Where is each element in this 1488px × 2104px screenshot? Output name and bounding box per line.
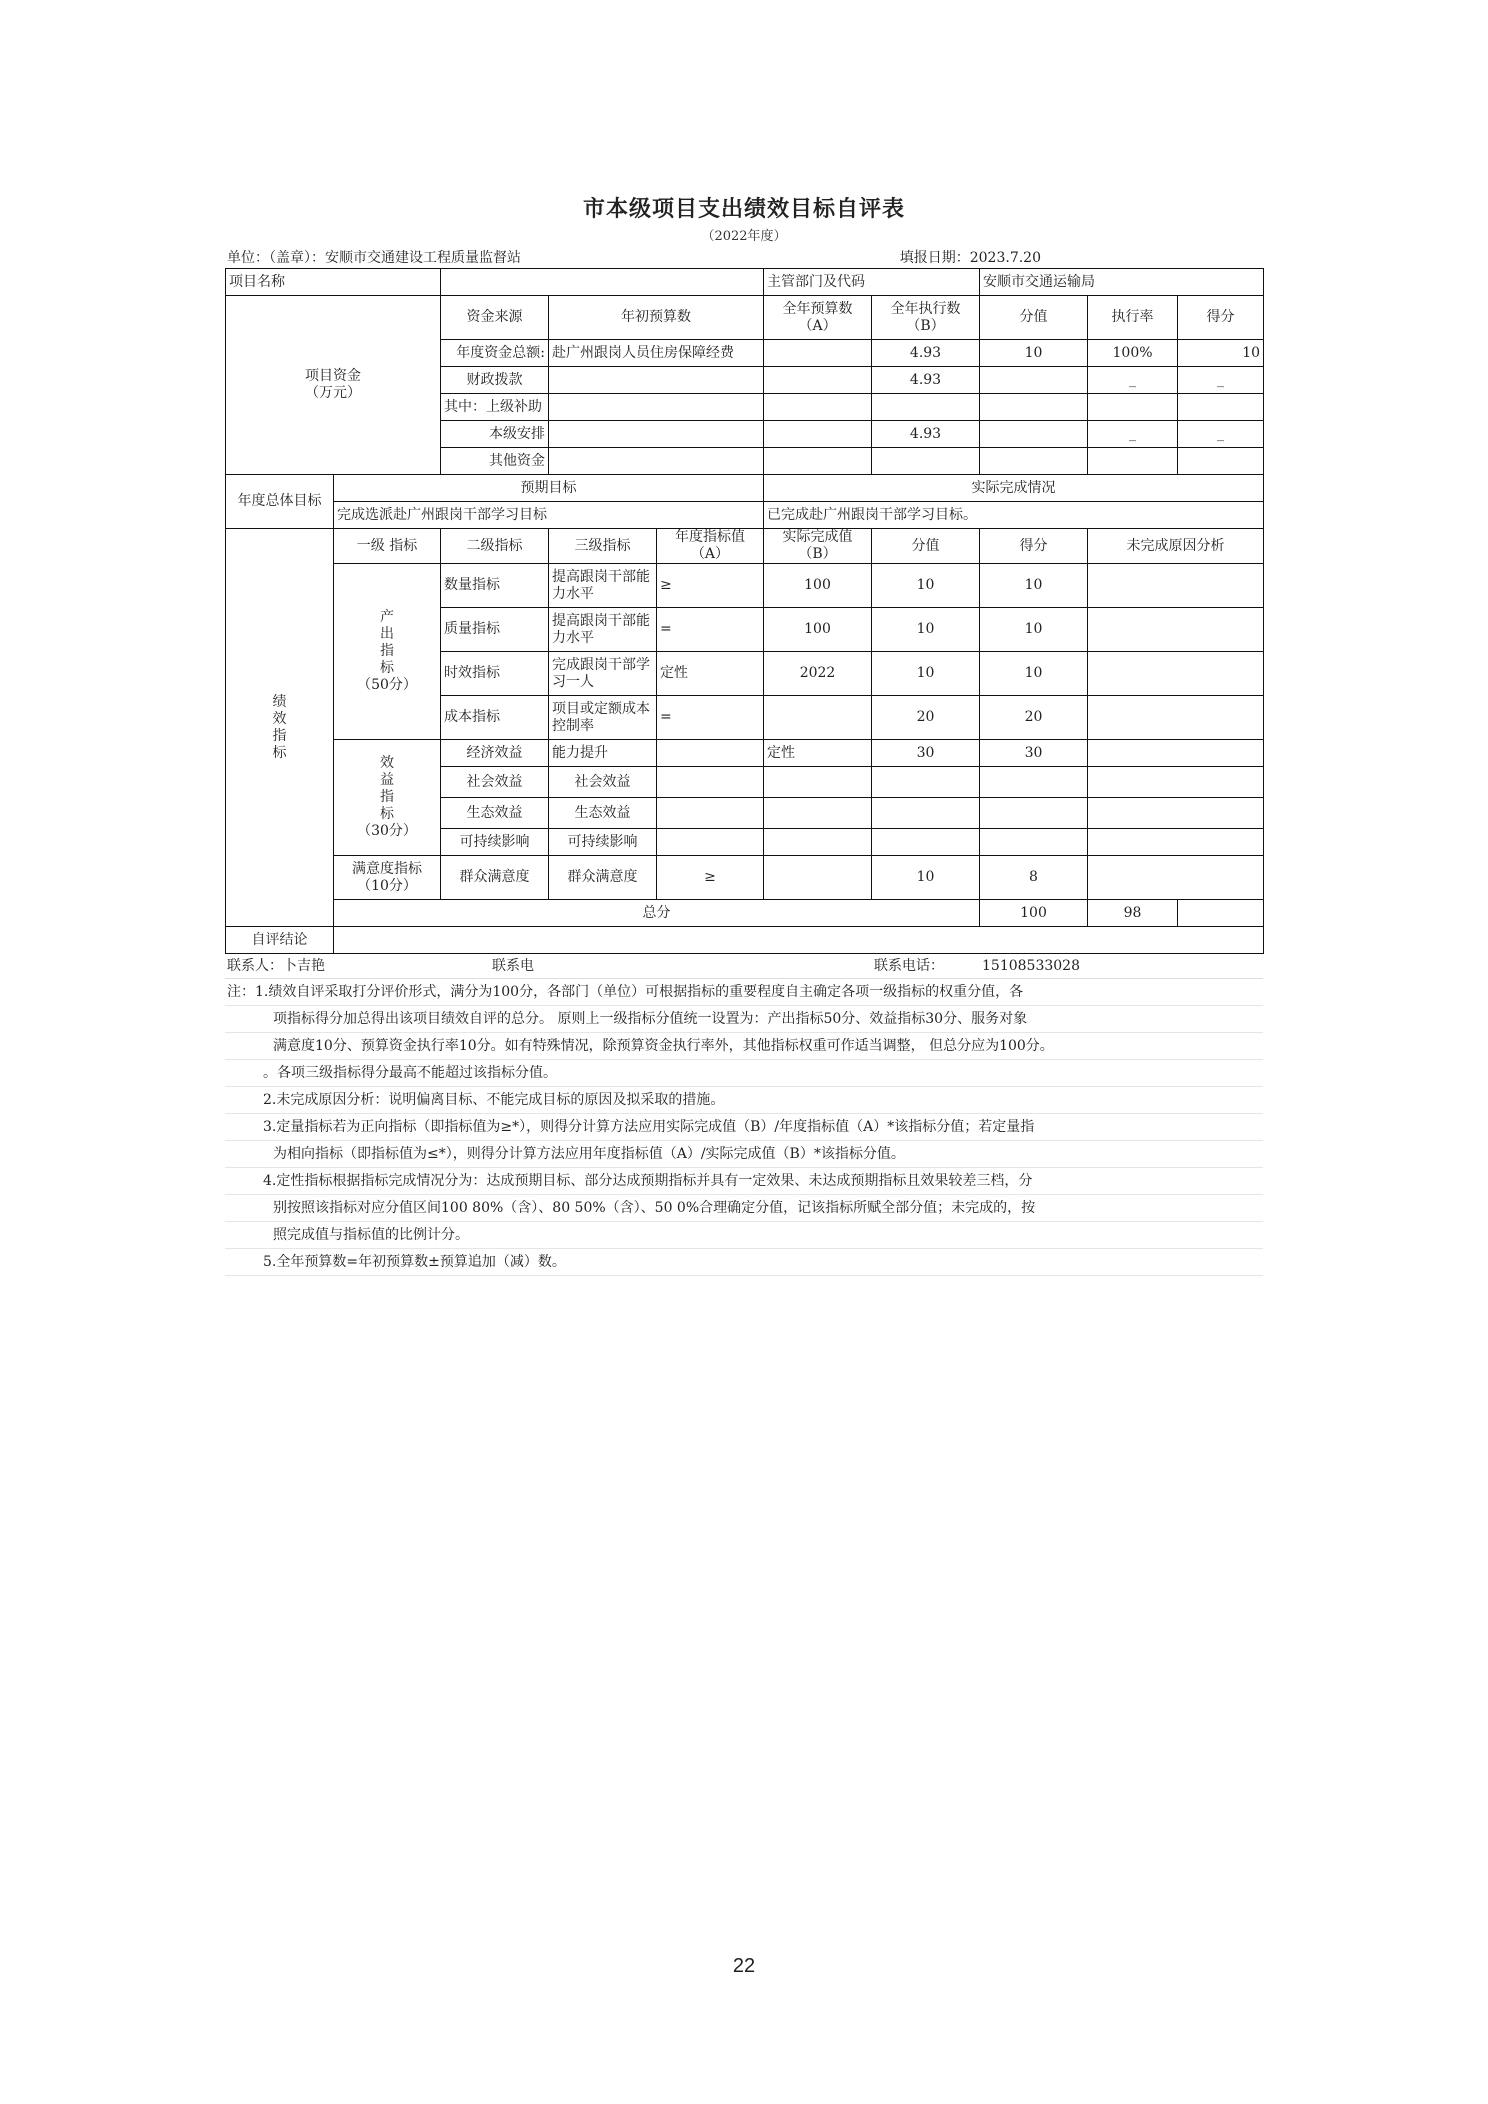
total-reason <box>1178 900 1264 927</box>
benefit-4-l3: 可持续影响 <box>549 829 657 856</box>
other-label: 其他资金 <box>441 448 549 475</box>
benefit-3-l2: 生态效益 <box>441 798 549 829</box>
goals-value-row <box>226 502 1264 529</box>
output-1-got: 10 <box>980 564 1088 608</box>
satisfaction-label-text: 满意度指标 <box>352 860 422 877</box>
fiscal-rate: _ <box>1088 367 1178 394</box>
project-name-label: 项目名称 <box>226 269 441 296</box>
conclusion-value <box>334 927 1264 954</box>
contact-phone-label-2: 联系电话： <box>874 958 944 974</box>
benefit-2-reason <box>1088 767 1264 798</box>
page-title: 市本级项目支出绩效目标自评表 <box>582 197 905 222</box>
benefit-3-score <box>872 798 980 829</box>
upper-initial <box>549 394 764 421</box>
funds-label-line2: （万元） <box>305 385 361 401</box>
output-2-got: 10 <box>980 608 1088 652</box>
perf-score-header: 分值 <box>872 529 980 564</box>
benefit-row-1 <box>226 740 1264 767</box>
output-4-l2: 成本指标 <box>441 696 549 740</box>
total-funds-exec: 4.93 <box>872 340 980 367</box>
reason-header: 未完成原因分析 <box>1088 529 1264 564</box>
conclusion-row <box>226 927 1264 954</box>
contact-row <box>225 954 1263 979</box>
local-exec: 4.93 <box>872 421 980 448</box>
fiscal-initial <box>549 367 764 394</box>
other-initial <box>549 448 764 475</box>
conclusion-label: 自评结论 <box>226 927 334 954</box>
output-1-l3: 提高跟岗干部能力水平 <box>549 564 657 608</box>
dept-label: 主管部门及代码 <box>764 269 980 296</box>
output-4-actual <box>764 696 872 740</box>
satisfaction-score-value: 10 <box>872 856 980 900</box>
output-4-score: 20 <box>872 696 980 740</box>
benefit-4-target <box>657 829 764 856</box>
note-line: 为相向指标（即指标值为≤*），则得分计算方法应用年度指标值（A）/实际完成值（B）*该指标分值。 <box>225 1141 1263 1168</box>
annual-header-text: 全年预算数 <box>782 300 853 317</box>
total-funds-annual <box>764 340 872 367</box>
satisfaction-row <box>226 856 1264 900</box>
exec-header-text: 全年执行数 <box>890 300 961 317</box>
benefit-4-score <box>872 829 980 856</box>
self-evaluation-table <box>225 268 1264 954</box>
annual-header <box>764 296 872 340</box>
local-score <box>980 421 1088 448</box>
note-line: 项指标得分加总得出该项目绩效自评的总分。 原则上一级指标分值统一设置为：产出指标50分、效益指标30分、服务对象 <box>225 1006 1263 1033</box>
total-label: 总分 <box>334 900 980 927</box>
satisfaction-reason <box>1088 856 1264 900</box>
output-1-target: ≥ <box>657 564 764 608</box>
total-got: 98 <box>1088 900 1178 927</box>
target-header-sub: （A） <box>690 546 730 562</box>
output-3-target: 定性 <box>657 652 764 696</box>
page-number: 22 <box>732 1955 756 1977</box>
fiscal-got: _ <box>1178 367 1264 394</box>
benefit-1-reason <box>1088 740 1264 767</box>
output-row-1 <box>226 564 1264 608</box>
fiscal-score <box>980 367 1088 394</box>
output-3-actual: 2022 <box>764 652 872 696</box>
upper-exec <box>872 394 980 421</box>
project-name-value <box>441 269 764 296</box>
benefit-4-got <box>980 829 1088 856</box>
output-1-l2: 数量指标 <box>441 564 549 608</box>
output-4-got: 20 <box>980 696 1088 740</box>
output-3-l3: 完成跟岗干部学习一人 <box>549 652 657 696</box>
total-funds-got: 10 <box>1178 340 1264 367</box>
total-funds-rate: 100% <box>1088 340 1178 367</box>
satisfaction-l3: 群众满意度 <box>549 856 657 900</box>
contact-phone: 15108533028 <box>982 958 1080 974</box>
output-4-reason <box>1088 696 1264 740</box>
note-line: 5.全年预算数=年初预算数±预算追加（减）数。 <box>225 1249 1263 1276</box>
benefit-2-actual <box>764 767 872 798</box>
other-exec <box>872 448 980 475</box>
output-3-score: 10 <box>872 652 980 696</box>
benefit-score: （30分） <box>357 823 417 839</box>
initial-header: 年初预算数 <box>549 296 764 340</box>
goals-label: 年度总体目标 <box>226 475 334 529</box>
annual-header-sub: （A） <box>798 317 837 334</box>
upper-rate <box>1088 394 1178 421</box>
output-2-l2: 质量指标 <box>441 608 549 652</box>
benefit-2-target <box>657 767 764 798</box>
fiscal-annual <box>764 367 872 394</box>
perf-header-row <box>226 529 1264 564</box>
satisfaction-score: （10分） <box>357 877 417 894</box>
score-header: 分值 <box>980 296 1088 340</box>
benefit-1-l2: 经济效益 <box>441 740 549 767</box>
perf-got-header: 得分 <box>980 529 1088 564</box>
output-2-actual: 100 <box>764 608 872 652</box>
benefit-4-actual <box>764 829 872 856</box>
contact-phone-label-1: 联系电 <box>492 958 534 974</box>
year-subtitle: （2022年度） <box>701 229 787 244</box>
target-header-text: 年度指标值 <box>675 529 745 545</box>
benefit-3-l3: 生态效益 <box>549 798 657 829</box>
output-4-target: = <box>657 696 764 740</box>
output-label-text: 产出指标 <box>380 609 394 676</box>
benefit-label-text: 效益指标 <box>380 755 394 822</box>
note-line: 别按照该指标对应分值区间100 80%（含）、80 50%（含）、50 0%合理确定分值，记该指标所赋全部分值；未完成的，按 <box>225 1195 1263 1222</box>
project-row <box>226 269 1264 296</box>
satisfaction-target: ≥ <box>657 856 764 900</box>
funds-label <box>226 296 441 475</box>
benefit-1-actual: 定性 <box>764 740 872 767</box>
output-2-score: 10 <box>872 608 980 652</box>
actual-goal: 已完成赴广州跟岗干部学习目标。 <box>764 502 1264 529</box>
actual-header-text: 实际完成值 <box>782 529 853 545</box>
benefit-1-got: 30 <box>980 740 1088 767</box>
output-1-score: 10 <box>872 564 980 608</box>
perf-label-text: 绩效指标 <box>272 693 287 761</box>
satisfaction-l2: 群众满意度 <box>441 856 549 900</box>
output-3-reason <box>1088 652 1264 696</box>
unit-label: 单位：（盖章）：安顺市交通建设工程质量监督站 <box>227 250 521 266</box>
local-label: 本级安排 <box>441 421 549 448</box>
upper-annual <box>764 394 872 421</box>
total-funds-initial: 赴广州跟岗人员住房保障经费 <box>549 340 764 367</box>
output-score: （50分） <box>357 677 417 693</box>
output-1-reason <box>1088 564 1264 608</box>
rate-header: 执行率 <box>1088 296 1178 340</box>
note-line: 满意度10分、预算资金执行率10分。如有特殊情况，除预算资金执行率外，其他指标权重可作适当调整， 但总分应为100分。 <box>225 1033 1263 1060</box>
output-2-reason <box>1088 608 1264 652</box>
upper-label: 其中：上级补助 <box>441 394 549 421</box>
benefit-1-l3: 能力提升 <box>549 740 657 767</box>
local-got: _ <box>1178 421 1264 448</box>
total-funds-label: 年度资金总额: <box>441 340 549 367</box>
upper-score <box>980 394 1088 421</box>
benefit-2-l3: 社会效益 <box>549 767 657 798</box>
got-header: 得分 <box>1178 296 1264 340</box>
output-3-got: 10 <box>980 652 1088 696</box>
source-header: 资金来源 <box>441 296 549 340</box>
benefit-label <box>334 740 441 856</box>
local-annual <box>764 421 872 448</box>
exec-header <box>872 296 980 340</box>
funds-label-line1: 项目资金 <box>305 368 361 384</box>
expected-goal-header: 预期目标 <box>334 475 764 502</box>
note-line: 2.未完成原因分析：说明偏离目标、不能完成目标的原因及拟采取的措施。 <box>225 1087 1263 1114</box>
benefit-2-got <box>980 767 1088 798</box>
total-funds-score: 10 <box>980 340 1088 367</box>
actual-goal-header: 实际完成情况 <box>764 475 1264 502</box>
unit-row <box>225 248 1263 268</box>
other-score <box>980 448 1088 475</box>
upper-got <box>1178 394 1264 421</box>
benefit-2-score <box>872 767 980 798</box>
benefit-3-actual <box>764 798 872 829</box>
expected-goal: 完成选派赴广州跟岗干部学习目标 <box>334 502 764 529</box>
l2-header: 二级指标 <box>441 529 549 564</box>
total-row <box>226 900 1264 927</box>
actual-header-sub: （B） <box>798 546 837 562</box>
target-header <box>657 529 764 564</box>
output-2-target: = <box>657 608 764 652</box>
note-line: 照完成值与指标值的比例计分。 <box>225 1222 1263 1249</box>
fiscal-label: 财政拨款 <box>441 367 549 394</box>
output-3-l2: 时效指标 <box>441 652 549 696</box>
note-line: 4.定性指标根据指标完成情况分为：达成预期目标、部分达成预期指标并具有一定效果、未达成预期指标且效果较差三档，分 <box>225 1168 1263 1195</box>
note-line: 注：1.绩效自评采取打分评价形式，满分为100分，各部门（单位）可根据指标的重要程度自主确定各项一级指标的权重分值，各 <box>225 979 1263 1006</box>
satisfaction-label <box>334 856 441 900</box>
benefit-4-reason <box>1088 829 1264 856</box>
note-line: 。各项三级指标得分最高不能超过该指标分值。 <box>225 1060 1263 1087</box>
benefit-1-score: 30 <box>872 740 980 767</box>
goals-header-row <box>226 475 1264 502</box>
local-initial <box>549 421 764 448</box>
l3-header: 三级指标 <box>549 529 657 564</box>
output-2-l3: 提高跟岗干部能力水平 <box>549 608 657 652</box>
benefit-3-reason <box>1088 798 1264 829</box>
benefit-3-got <box>980 798 1088 829</box>
notes-section <box>225 979 1263 1276</box>
contact-person: 联系人：卜吉艳 <box>227 958 325 974</box>
other-rate <box>1088 448 1178 475</box>
output-label <box>334 564 441 740</box>
actual-header <box>764 529 872 564</box>
other-annual <box>764 448 872 475</box>
note-line: 3.定量指标若为正向指标（即指标值为≥*），则得分计算方法应用实际完成值（B）/年度指标值（A）*该指标分值；若定量指 <box>225 1114 1263 1141</box>
benefit-3-target <box>657 798 764 829</box>
benefit-2-l2: 社会效益 <box>441 767 549 798</box>
satisfaction-actual <box>764 856 872 900</box>
benefit-4-l2: 可持续影响 <box>441 829 549 856</box>
output-1-actual: 100 <box>764 564 872 608</box>
fill-date: 填报日期：2023.7.20 <box>899 250 1041 266</box>
total-score: 100 <box>980 900 1088 927</box>
l1-header: 一级 指标 <box>334 529 441 564</box>
funds-header-row <box>226 296 1264 340</box>
dept-value: 安顺市交通运输局 <box>980 269 1264 296</box>
local-rate: _ <box>1088 421 1178 448</box>
benefit-1-target <box>657 740 764 767</box>
output-4-l3: 项目或定额成本控制率 <box>549 696 657 740</box>
evaluation-sheet <box>225 188 1263 1276</box>
fiscal-exec: 4.93 <box>872 367 980 394</box>
exec-header-sub: （B） <box>906 317 945 334</box>
satisfaction-got: 8 <box>980 856 1088 900</box>
perf-label <box>226 529 334 927</box>
other-got <box>1178 448 1264 475</box>
